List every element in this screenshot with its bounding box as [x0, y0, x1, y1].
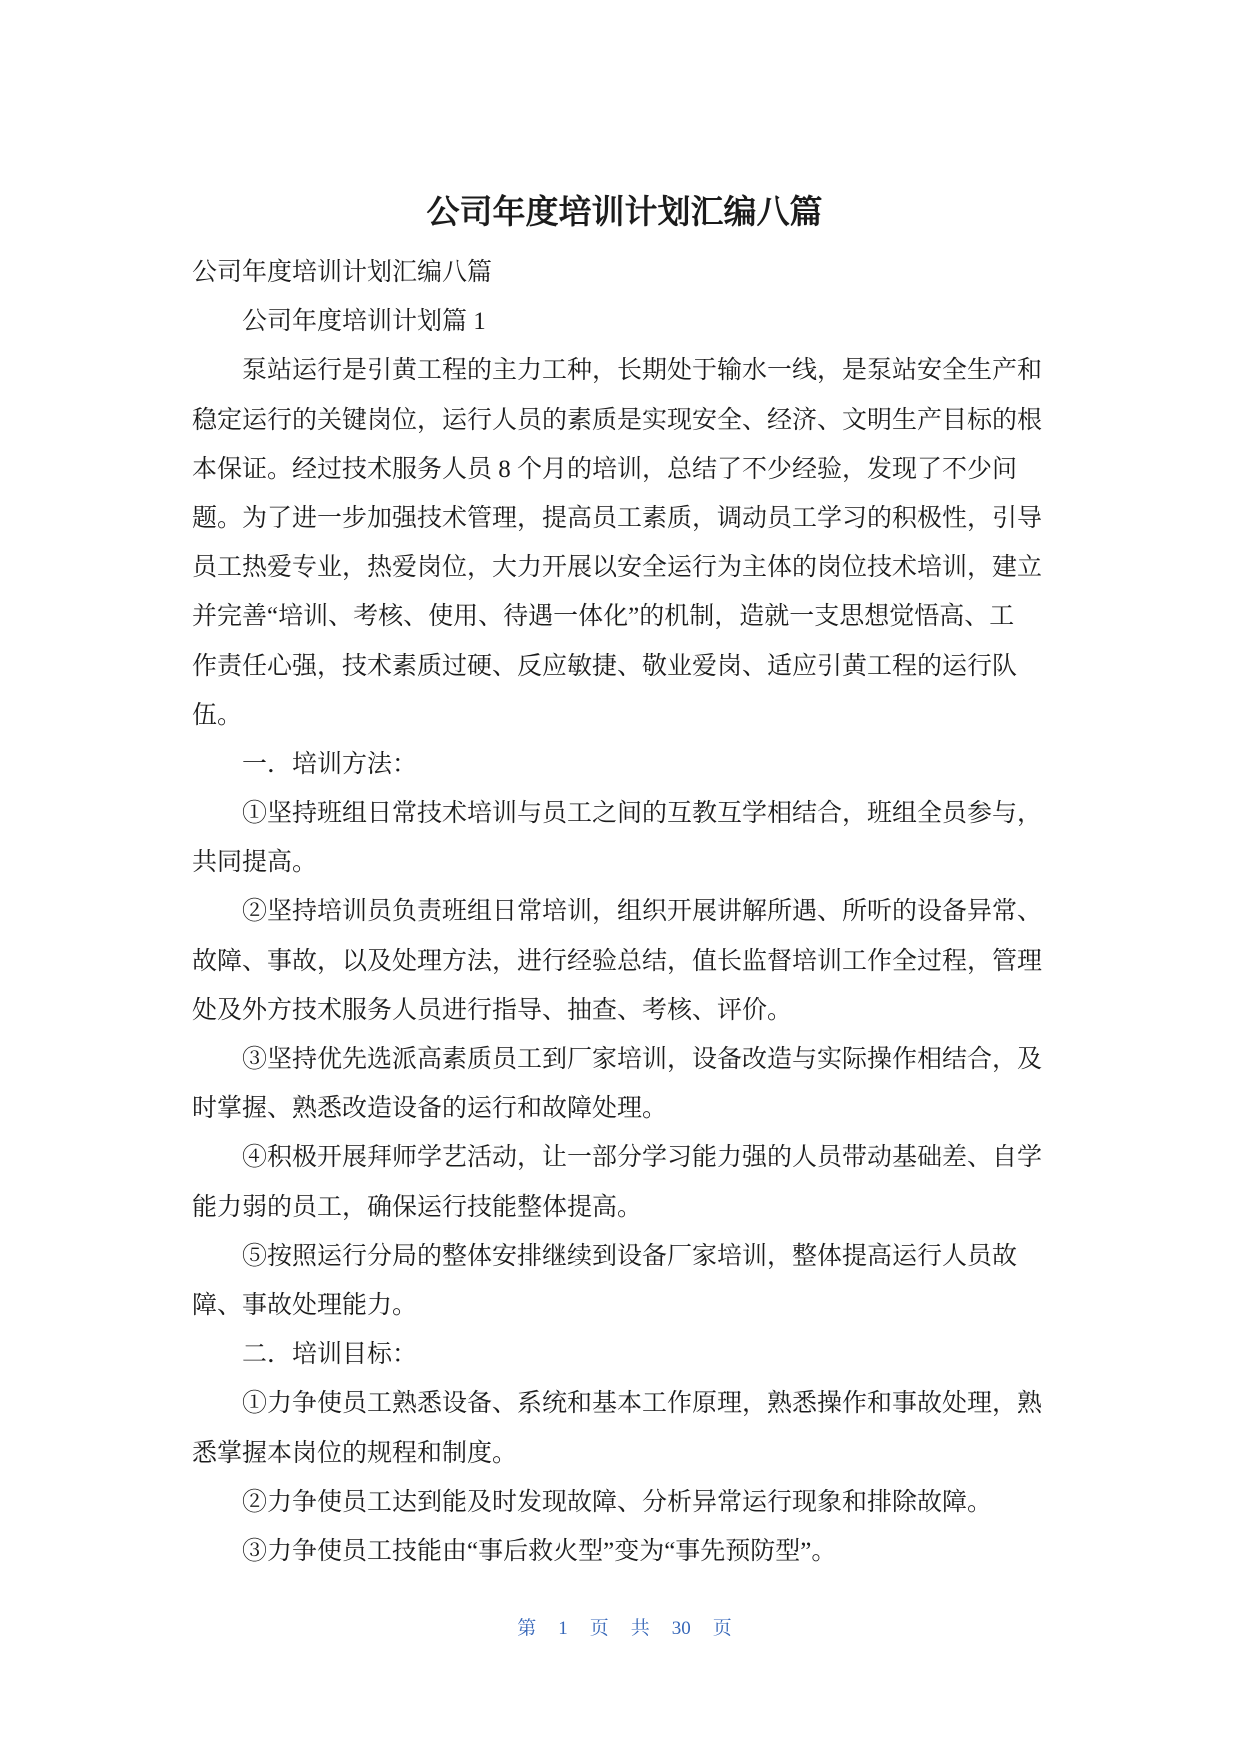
footer-total-unit: 页	[712, 1618, 732, 1639]
method-item-3	[192, 1035, 1048, 1133]
paragraph-line: ④积极开展拜师学艺活动，让一部分学习能力强的人员带动基础差、自学	[242, 1144, 1043, 1172]
paragraph-line: 时掌握、熟悉改造设备的运行和故障处理。	[192, 1095, 668, 1123]
paragraph-line: 作责任心强，技术素质过硬、反应敏捷、敬业爱岗、适应引黄工程的运行队	[192, 652, 1018, 680]
paragraph-line: ②力争使员工达到能及时发现故障、分析异常运行现象和排除故障。	[242, 1488, 993, 1516]
goal-item-3	[192, 1527, 1048, 1576]
paragraph-line: 泵站运行是引黄工程的主力工种，长期处于输水一线，是泵站安全生产和	[242, 357, 1043, 385]
paragraph-line: 二．培训目标：	[242, 1341, 418, 1369]
method-item-1	[192, 789, 1048, 887]
heading-training-methods	[192, 740, 1048, 789]
paragraph-line: 故障、事故，以及处理方法，进行经验总结，值长监督培训工作全过程，管理	[192, 947, 1043, 975]
footer-page-prefix: 第	[517, 1618, 537, 1639]
paragraph-line: ③力争使员工技能由“事后救火型”变为“事先预防型”。	[242, 1537, 837, 1565]
paragraph-line: 并完善“培训、考核、使用、待遇一体化”的机制，造就一支思想觉悟高、工	[192, 603, 1015, 631]
method-item-2	[192, 887, 1048, 1035]
document-body	[192, 248, 1048, 1576]
paragraph-line: 伍。	[192, 701, 243, 729]
doc-subtitle	[192, 248, 1048, 297]
paragraph-line: ①坚持班组日常技术培训与员工之间的互教互学相结合，班组全员参与，	[242, 800, 1043, 828]
section-title-part-1	[192, 297, 1048, 346]
footer-page-number: 1	[558, 1618, 568, 1639]
heading-training-goals	[192, 1330, 1048, 1379]
footer-total-pages: 30	[671, 1618, 691, 1639]
footer-page-unit: 页	[589, 1618, 609, 1639]
paragraph-line: 公司年度培训计划篇 1	[242, 308, 486, 336]
paragraph-line: ②坚持培训员负责班组日常培训，组织开展讲解所遇、所听的设备异常、	[242, 898, 1043, 926]
doc-title: 公司年度培训计划汇编八篇	[426, 192, 823, 231]
paragraph-line: ③坚持优先选派高素质员工到厂家培训，设备改造与实际操作相结合，及	[242, 1046, 1043, 1073]
paragraph-line: 障、事故处理能力。	[192, 1291, 418, 1319]
page-footer	[4, 1615, 1241, 1643]
paragraph-line: 共同提高。	[192, 849, 318, 877]
method-item-4	[192, 1133, 1048, 1231]
footer-total-prefix: 共	[630, 1618, 650, 1639]
method-item-5	[192, 1232, 1048, 1330]
paragraph-line: 悉掌握本岗位的规程和制度。	[192, 1439, 518, 1467]
goal-item-1	[192, 1379, 1048, 1477]
paragraph-line: 处及外方技术服务人员进行指导、抽查、考核、评价。	[192, 996, 793, 1024]
paragraph-line: 本保证。经过技术服务人员 8 个月的培训，总结了不少经验，发现了不少问	[192, 455, 1018, 483]
paragraph-line: ①力争使员工熟悉设备、系统和基本工作原理，熟悉操作和事故处理，熟	[242, 1390, 1043, 1418]
paragraph-line: 能力弱的员工，确保运行技能整体提高。	[192, 1193, 643, 1221]
paragraph-line: 公司年度培训计划汇编八篇	[192, 259, 493, 286]
paragraph-line: 一．培训方法：	[242, 750, 418, 778]
goal-item-2	[192, 1478, 1048, 1527]
paragraph-line: 题。为了进一步加强技术管理，提高员工素质，调动员工学习的积极性，引导	[192, 504, 1043, 532]
paragraph-line: 员工热爱专业，热爱岗位，大力开展以安全运行为主体的岗位技术培训，建立	[192, 554, 1043, 582]
paragraph-intro	[192, 346, 1048, 740]
paragraph-line: ⑤按照运行分局的整体安排继续到设备厂家培训，整体提高运行人员故	[242, 1242, 1018, 1270]
paragraph-line: 稳定运行的关键岗位，运行人员的素质是实现安全、经济、文明生产目标的根	[192, 406, 1043, 434]
